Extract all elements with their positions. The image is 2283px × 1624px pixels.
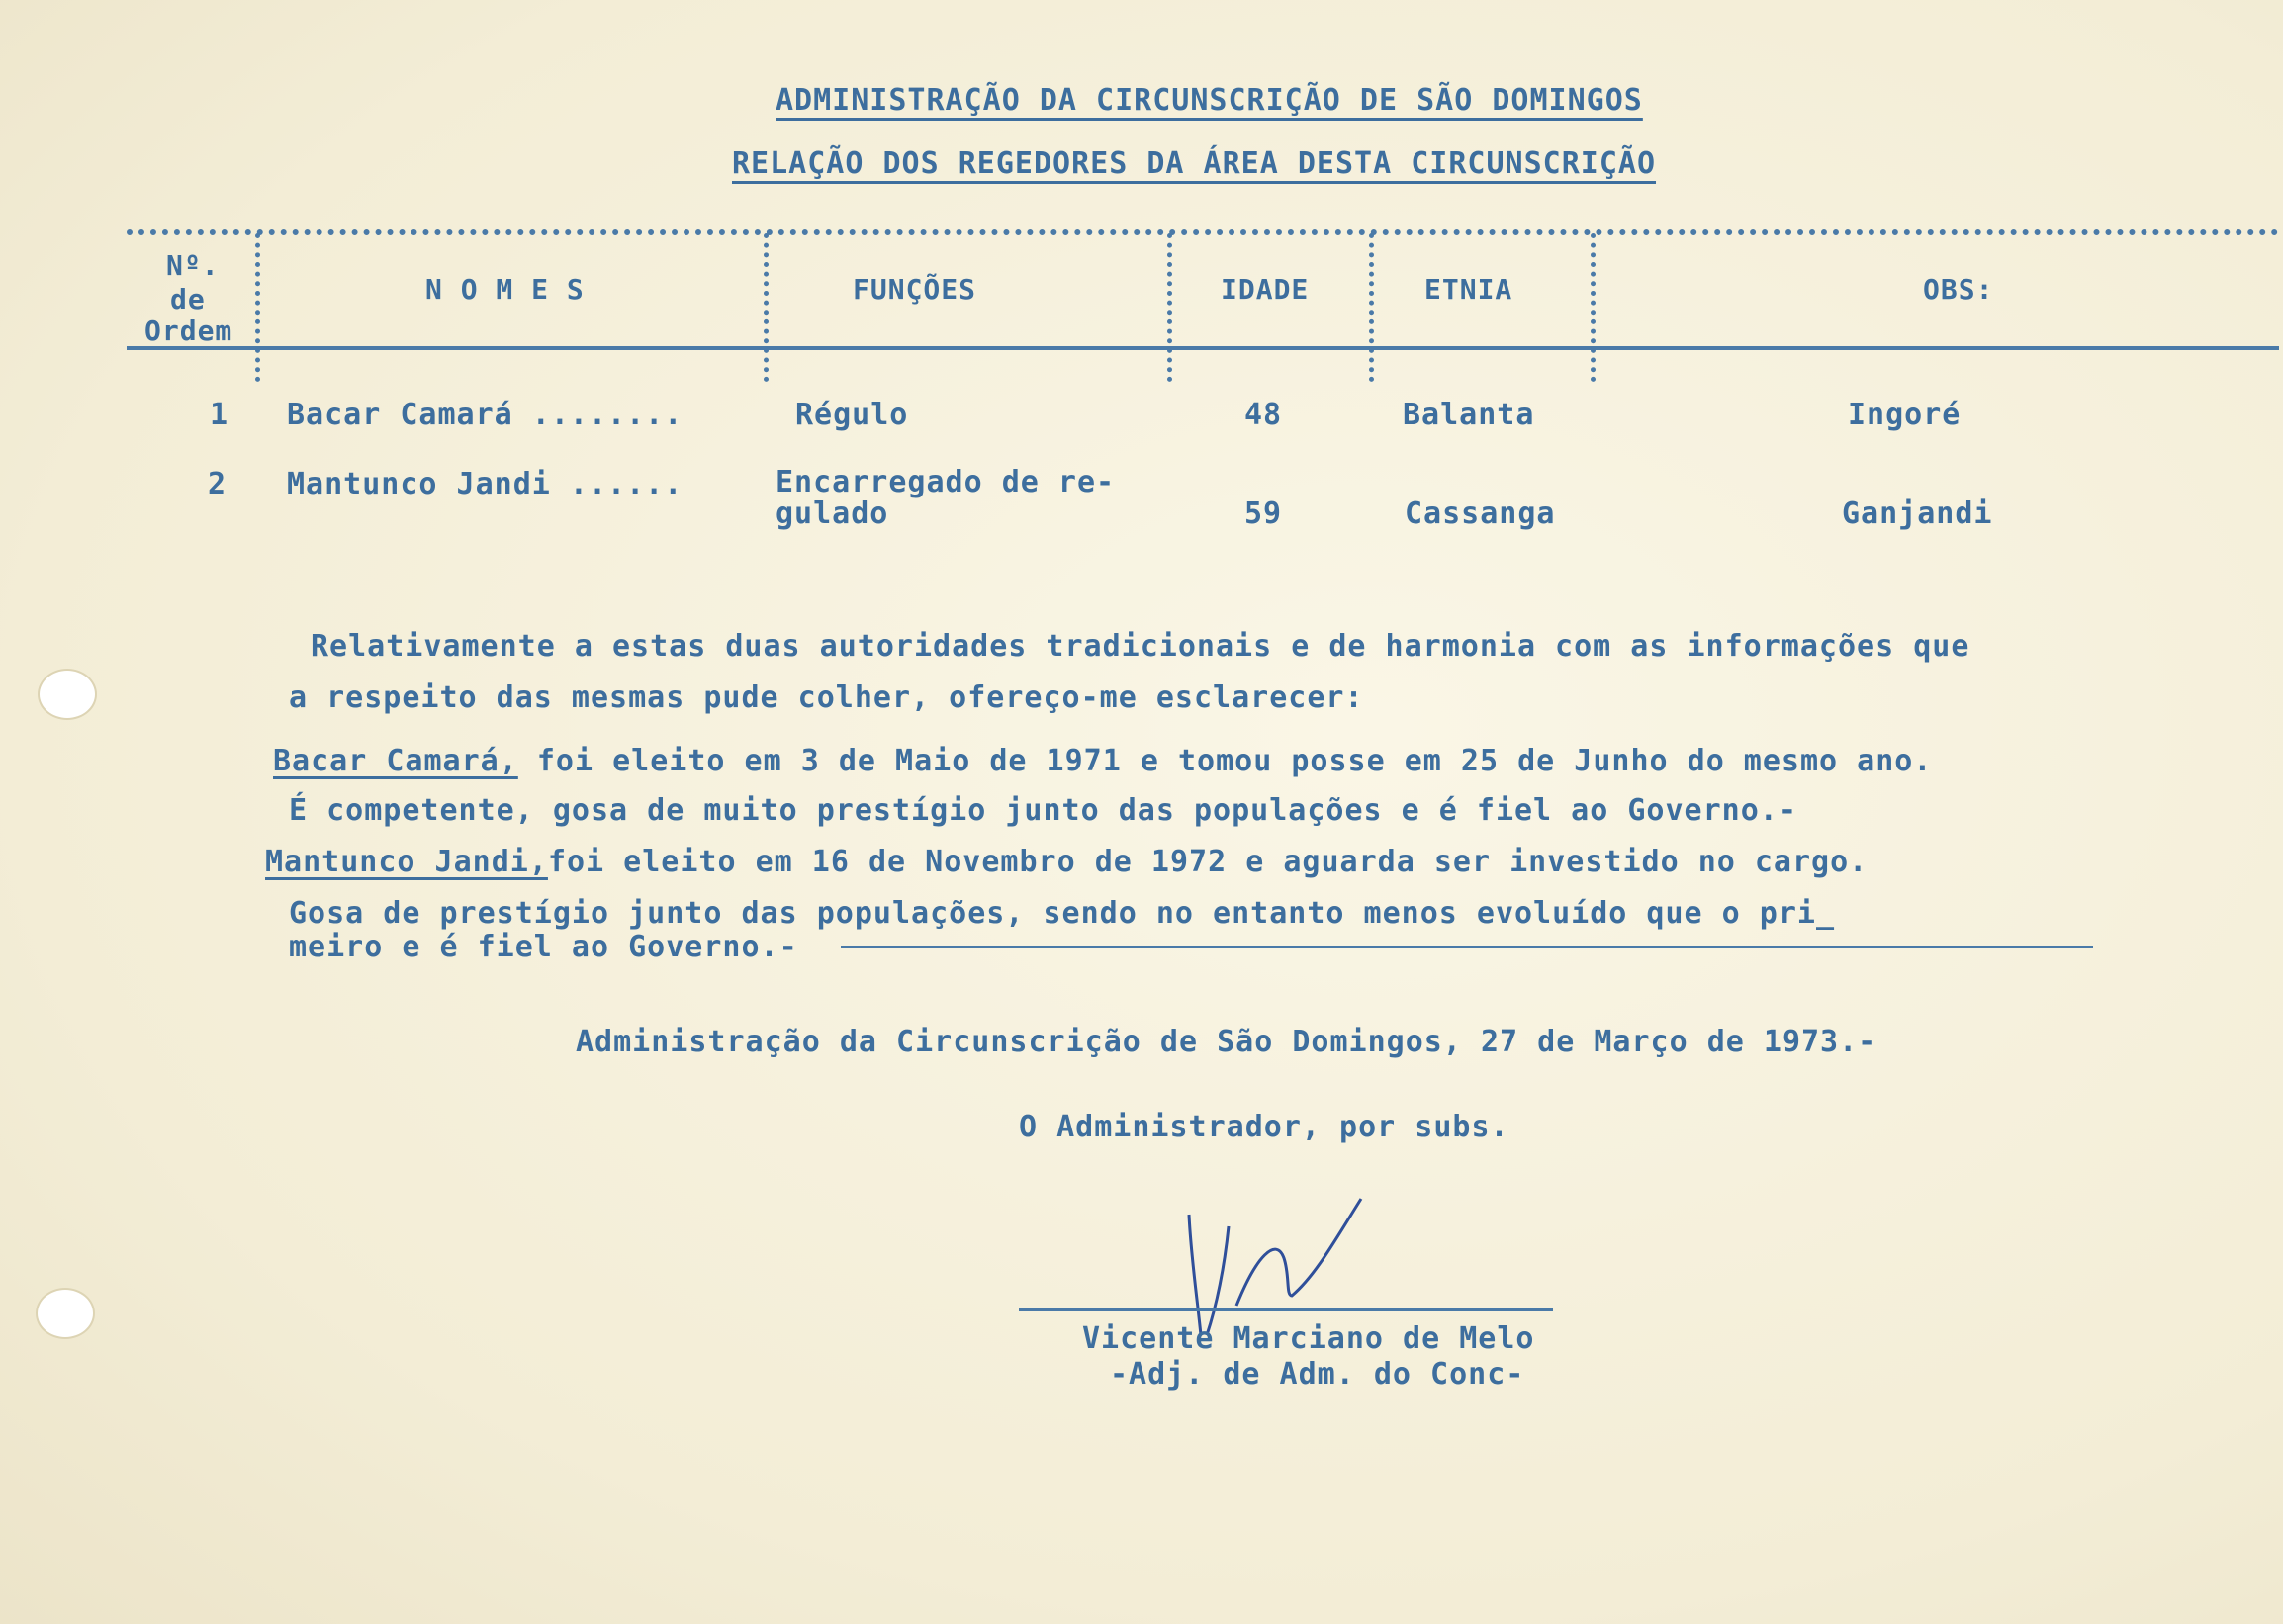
- signer-name: Vicente Marciano de Melo: [1082, 1321, 1535, 1356]
- table-row-1-ordem: 1: [210, 398, 229, 432]
- header-nomes: N O M E S: [425, 273, 585, 306]
- column-divider: [1369, 233, 1374, 382]
- column-divider: [764, 233, 769, 382]
- paragraph-1-line-2: É competente, gosa de muito prestígio junto das populações e é fiel ao Governo.-: [289, 793, 1797, 828]
- header-ordem-line2: de: [170, 283, 206, 316]
- table-row-1-nome: Bacar Camará ........: [287, 398, 684, 432]
- table-row-2-nome: Mantunco Jandi ......: [287, 467, 684, 501]
- paragraph-2-name: Mantunco Jandi,: [265, 845, 548, 879]
- header-obs: OBS:: [1923, 273, 1994, 306]
- paragraph-1-line-1: [273, 744, 1932, 778]
- header-ordem-line3: Ordem: [144, 315, 233, 347]
- column-divider: [255, 233, 260, 382]
- header-etnia: ETNIA: [1424, 273, 1513, 306]
- paragraph-2-line-3: meiro e é fiel ao Governo.-: [289, 930, 798, 964]
- signature-line: [1019, 1308, 1553, 1311]
- table-row-2-etnia: Cassanga: [1405, 496, 1556, 531]
- paragraph-1-name: Bacar Camará,: [273, 744, 518, 778]
- paragraph-2-text: foi eleito em 16 de Novembro de 1972 e aguarda ser investido no cargo.: [547, 845, 1869, 879]
- header-ordem-line1: Nº.: [166, 249, 220, 282]
- table-row-2-idade: 59: [1244, 496, 1283, 531]
- table-row-1-idade: 48: [1244, 398, 1283, 432]
- intro-line-1: Relativamente a estas duas autoridades tradicionais e de harmonia com as informações que: [311, 629, 1970, 664]
- table-row-1-etnia: Balanta: [1403, 398, 1535, 432]
- table-row-1-obs: Ingoré: [1848, 398, 1962, 432]
- paragraph-1-text: foi eleito em 3 de Maio de 1971 e tomou posse em 25 de Junho do mesmo ano.: [517, 744, 1933, 778]
- signer-title: -Adj. de Adm. do Conc-: [1110, 1357, 1525, 1392]
- column-divider: [1167, 233, 1172, 382]
- table-row-2-funcao-line1: Encarregado de re-: [776, 465, 1116, 499]
- table-header-rule: [127, 346, 2279, 350]
- header-idade: IDADE: [1221, 273, 1310, 306]
- column-divider: [1591, 233, 1596, 382]
- paragraph-end-rule: [841, 946, 2093, 948]
- table-row-2-ordem: 2: [208, 467, 228, 501]
- document-subtitle: RELAÇÃO DOS REGEDORES DA ÁREA DESTA CIRCUNSCRIÇÃO: [732, 146, 1657, 181]
- table-top-rule: [127, 229, 2279, 235]
- paragraph-2-line-1: [265, 845, 1868, 879]
- place-and-date: Administração da Circunscrição de São Domingos, 27 de Março de 1973.-: [576, 1025, 1877, 1059]
- document-title: ADMINISTRAÇÃO DA CIRCUNSCRIÇÃO DE SÃO DOMINGOS: [776, 83, 1643, 118]
- punch-hole-bottom: [36, 1288, 95, 1339]
- header-funcoes: FUNÇÕES: [853, 273, 977, 306]
- table-row-2-funcao-line2: gulado: [776, 496, 889, 531]
- punch-hole-top: [38, 669, 97, 720]
- table-row-1-funcao: Régulo: [795, 398, 909, 432]
- signer-role: O Administrador, por subs.: [1019, 1110, 1509, 1144]
- table-row-2-obs: Ganjandi: [1842, 496, 1993, 531]
- paragraph-2-line-2: Gosa de prestígio junto das populações, sendo no entanto menos evoluído que o pri_: [289, 896, 1836, 931]
- intro-line-2: a respeito das mesmas pude colher, ofereço-me esclarecer:: [289, 680, 1364, 715]
